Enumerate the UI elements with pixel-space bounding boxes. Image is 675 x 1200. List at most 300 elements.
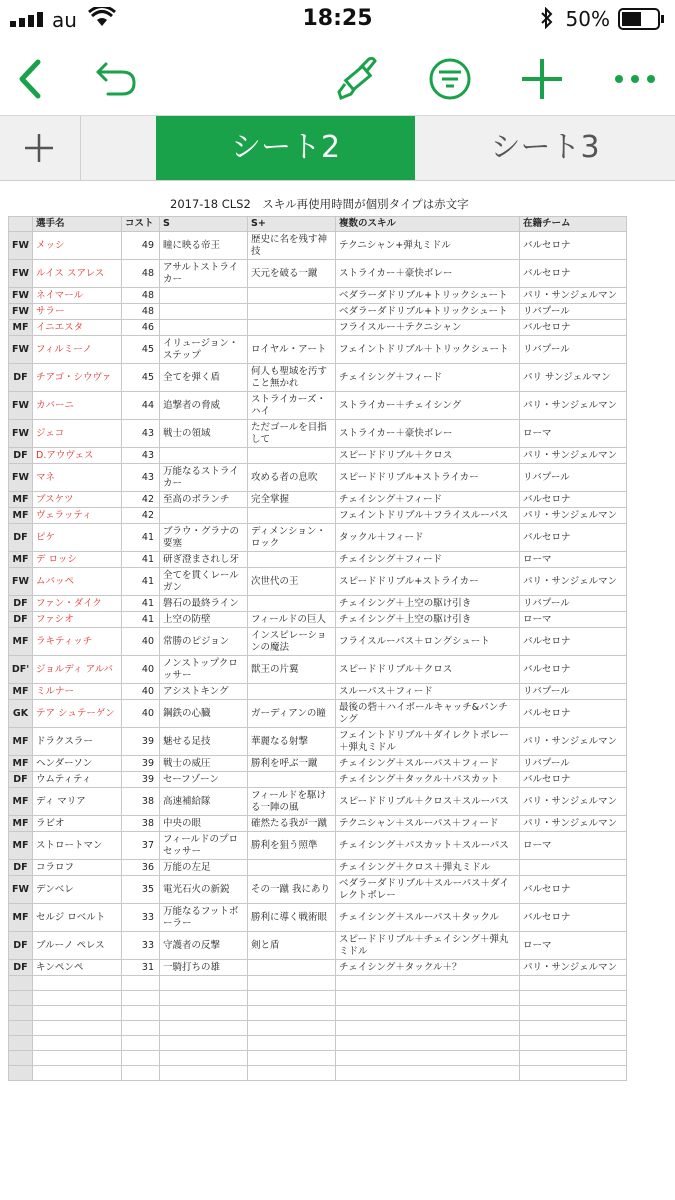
cost-cell[interactable]: 31 [122,960,160,976]
multi-skill-cell[interactable]: チェイシング＋フィード [336,492,520,508]
name-cell[interactable]: ラビオ [33,816,122,832]
position-cell[interactable]: MF [9,756,33,772]
name-cell[interactable]: D.アウヴェス [33,448,122,464]
tab-sheet2[interactable]: シート2 [156,116,415,180]
skill-s-cell[interactable]: 電光石火の新鋭 [160,876,248,904]
team-cell[interactable]: ローマ [520,612,627,628]
empty-cell[interactable] [33,991,122,1006]
multi-skill-cell[interactable]: チェイシング＋クロス＋弾丸ミドル [336,860,520,876]
position-cell[interactable]: FW [9,568,33,596]
position-cell[interactable]: FW [9,336,33,364]
skill-s-cell[interactable]: 磐石の最終ライン [160,596,248,612]
team-cell[interactable]: リバプール [520,596,627,612]
team-cell[interactable]: リバプール [520,464,627,492]
position-cell[interactable]: MF [9,508,33,524]
skill-s-cell[interactable]: アシストキング [160,684,248,700]
multi-skill-cell[interactable]: チェイシング＋スルーパス＋フィード [336,756,520,772]
skill-s-cell[interactable]: 万能の左足 [160,860,248,876]
header-name[interactable]: 選手名 [33,217,122,232]
empty-cell[interactable] [520,1036,627,1051]
team-cell[interactable]: パリ・サンジェルマン [520,728,627,756]
skill-s-plus-cell[interactable] [248,304,336,320]
multi-skill-cell[interactable]: ベダラーダドリブル+トリックシュート [336,304,520,320]
cost-cell[interactable]: 45 [122,336,160,364]
empty-cell[interactable] [248,1006,336,1021]
cost-cell[interactable]: 33 [122,904,160,932]
team-cell[interactable]: パリ・サンジェルマン [520,448,627,464]
cost-cell[interactable]: 43 [122,464,160,492]
skill-s-cell[interactable]: ブラウ・グラナの要塞 [160,524,248,552]
cost-cell[interactable]: 44 [122,392,160,420]
multi-skill-cell[interactable]: ベダラーダドリブル+トリックシュート [336,288,520,304]
skill-s-plus-cell[interactable]: 天元を破る一蹴 [248,260,336,288]
cost-cell[interactable]: 49 [122,232,160,260]
name-cell[interactable]: コラロフ [33,860,122,876]
position-cell[interactable]: DF' [9,656,33,684]
cost-cell[interactable]: 41 [122,552,160,568]
name-cell[interactable]: イニエスタ [33,320,122,336]
tab-sheet3[interactable]: シート3 [490,130,600,165]
battery-percent: 50% [565,7,610,31]
name-cell[interactable]: ピケ [33,524,122,552]
position-cell[interactable]: MF [9,816,33,832]
multi-skill-cell[interactable]: フライスルー＋テクニシャン [336,320,520,336]
empty-cell[interactable] [520,1021,627,1036]
name-cell[interactable]: ディ マリア [33,788,122,816]
skill-s-cell[interactable] [160,288,248,304]
team-cell[interactable]: バルセロナ [520,656,627,684]
skill-s-plus-cell[interactable] [248,684,336,700]
name-cell[interactable]: ジェコ [33,420,122,448]
skill-s-plus-cell[interactable]: ストライカーズ・ハイ [248,392,336,420]
multi-skill-cell[interactable]: スルーパス＋フィード [336,684,520,700]
cost-cell[interactable]: 39 [122,772,160,788]
name-cell[interactable]: サラー [33,304,122,320]
multi-skill-cell[interactable]: テクニシャン＋スルーパス＋フィード [336,816,520,832]
back-chevron-icon[interactable] [8,54,58,104]
skill-s-cell[interactable] [160,448,248,464]
table-row [9,860,627,876]
multi-skill-cell[interactable]: スピードドリブル＋チェイシング＋弾丸ミドル [336,932,520,960]
skill-s-plus-cell[interactable]: 獣王の片翼 [248,656,336,684]
name-cell[interactable]: テア シュテーゲン [33,700,122,728]
skill-s-plus-cell[interactable]: 次世代の王 [248,568,336,596]
skill-s-cell[interactable]: 鋼鉄の心臓 [160,700,248,728]
position-cell[interactable]: DF [9,596,33,612]
name-cell[interactable]: フィルミーノ [33,336,122,364]
team-cell[interactable] [520,860,627,876]
multi-skill-cell[interactable]: チェイシング＋スルーパス＋タックル [336,904,520,932]
empty-cell[interactable] [122,976,160,991]
empty-cell[interactable] [248,991,336,1006]
cost-cell[interactable]: 42 [122,508,160,524]
row-header-cell[interactable] [9,1066,33,1081]
skill-s-plus-cell[interactable]: 確然たる我が一蹴 [248,816,336,832]
name-cell[interactable]: セルジ ロベルト [33,904,122,932]
multi-skill-cell[interactable]: フライスルーパス＋ロングシュート [336,628,520,656]
name-cell[interactable]: メッシ [33,232,122,260]
row-header-cell[interactable] [9,991,33,1006]
multi-skill-cell[interactable]: チェイシング＋タックル＋パスカット [336,772,520,788]
empty-cell[interactable] [520,1006,627,1021]
row-header-cell[interactable] [9,1051,33,1066]
position-cell[interactable]: MF [9,788,33,816]
skill-s-plus-cell[interactable] [248,448,336,464]
empty-cell[interactable] [248,1036,336,1051]
name-cell[interactable]: ムバッペ [33,568,122,596]
team-cell[interactable]: バルセロナ [520,524,627,552]
cost-cell[interactable]: 35 [122,876,160,904]
row-header-cell[interactable] [9,1036,33,1051]
skill-s-plus-cell[interactable]: 華麗なる射撃 [248,728,336,756]
empty-cell[interactable] [520,976,627,991]
position-cell[interactable]: DF [9,960,33,976]
skill-s-plus-cell[interactable]: 攻める者の息吹 [248,464,336,492]
skill-s-cell[interactable]: イリュージョン・ステップ [160,336,248,364]
empty-cell[interactable] [160,976,248,991]
cost-cell[interactable]: 36 [122,860,160,876]
team-cell[interactable]: バルセロナ [520,904,627,932]
position-cell[interactable]: MF [9,832,33,860]
team-cell[interactable]: パリ・サンジェルマン [520,568,627,596]
empty-cell[interactable] [248,976,336,991]
multi-skill-cell[interactable]: スピードドリブル+ストライカー [336,568,520,596]
header-team[interactable]: 在籍チーム [520,217,627,232]
skill-s-cell[interactable]: アサルトストライカー [160,260,248,288]
position-cell[interactable]: MF [9,628,33,656]
position-cell[interactable]: MF [9,492,33,508]
row-header-cell[interactable] [9,1021,33,1036]
empty-cell[interactable] [160,1006,248,1021]
cost-cell[interactable]: 46 [122,320,160,336]
table-row [9,320,627,336]
empty-cell[interactable] [248,1066,336,1081]
empty-cell[interactable] [520,1066,627,1081]
skill-s-cell[interactable]: 魅せる足技 [160,728,248,756]
team-cell[interactable]: バルセロナ [520,232,627,260]
skill-s-cell[interactable]: 全てを貫くレールガン [160,568,248,596]
skill-s-plus-cell[interactable] [248,596,336,612]
skill-s-cell[interactable]: 瞳に映る帝王 [160,232,248,260]
empty-cell[interactable] [336,991,520,1006]
skill-s-plus-cell[interactable] [248,860,336,876]
empty-cell[interactable] [336,1036,520,1051]
skill-s-cell[interactable]: 全てを弾く盾 [160,364,248,392]
team-cell[interactable]: パリ・サンジェルマン [520,816,627,832]
cost-cell[interactable]: 41 [122,596,160,612]
name-cell[interactable]: カバーニ [33,392,122,420]
skill-s-plus-cell[interactable]: ただゴールを目指して [248,420,336,448]
skill-s-cell[interactable]: 常勝のピジョン [160,628,248,656]
multi-skill-cell[interactable]: チェイシング＋フィード [336,552,520,568]
skill-s-cell[interactable]: 戦士の領域 [160,420,248,448]
team-cell[interactable]: バルセロナ [520,772,627,788]
table-row [9,728,627,756]
cost-cell[interactable]: 45 [122,364,160,392]
empty-cell[interactable] [122,1066,160,1081]
skill-s-cell[interactable] [160,320,248,336]
row-header-cell[interactable] [9,976,33,991]
multi-skill-cell[interactable]: タックル＋フィード [336,524,520,552]
multi-skill-cell[interactable]: ストライカー＋豪快ボレー [336,260,520,288]
empty-cell[interactable] [160,991,248,1006]
skill-s-plus-cell[interactable]: 歴史に名を残す神技 [248,232,336,260]
skill-s-plus-cell[interactable] [248,320,336,336]
name-cell[interactable]: ストロートマン [33,832,122,860]
cost-cell[interactable]: 48 [122,288,160,304]
skill-s-plus-cell[interactable]: ロイヤル・アート [248,336,336,364]
multi-skill-cell[interactable]: ストライカー＋チェイシング [336,392,520,420]
team-cell[interactable]: パリ・サンジェルマン [520,508,627,524]
position-cell[interactable]: DF [9,524,33,552]
cost-cell[interactable]: 41 [122,524,160,552]
cost-cell[interactable]: 42 [122,492,160,508]
skill-s-cell[interactable]: 高速補給隊 [160,788,248,816]
cost-cell[interactable]: 37 [122,832,160,860]
header-s-plus[interactable]: S+ [248,217,336,232]
paintbrush-icon[interactable] [333,54,383,104]
position-cell[interactable]: FW [9,288,33,304]
empty-cell[interactable] [122,1036,160,1051]
skill-s-plus-cell[interactable]: 剣と盾 [248,932,336,960]
cost-cell[interactable]: 48 [122,304,160,320]
skill-s-plus-cell[interactable]: インスピレーションの魔法 [248,628,336,656]
skill-s-plus-cell[interactable] [248,960,336,976]
skill-s-plus-cell[interactable]: 勝利を狙う照準 [248,832,336,860]
empty-cell[interactable] [248,1021,336,1036]
cost-cell[interactable]: 48 [122,260,160,288]
empty-cell[interactable] [160,1066,248,1081]
position-cell[interactable]: FW [9,876,33,904]
multi-skill-cell[interactable]: スピードドリブル+ストライカー [336,464,520,492]
skill-s-cell[interactable]: 守護者の反撃 [160,932,248,960]
team-cell[interactable]: バルセロナ [520,320,627,336]
name-cell[interactable]: キンペンペ [33,960,122,976]
team-cell[interactable]: ローマ [520,552,627,568]
multi-skill-cell[interactable]: ストライカー＋豪快ボレー [336,420,520,448]
position-cell[interactable]: DF [9,612,33,628]
skill-s-plus-cell[interactable] [248,288,336,304]
team-cell[interactable]: パリ・サンジェルマン [520,392,627,420]
position-cell[interactable]: DF [9,772,33,788]
name-cell[interactable]: ネイマール [33,288,122,304]
name-cell[interactable]: ファシオ [33,612,122,628]
empty-cell[interactable] [160,1051,248,1066]
skill-s-cell[interactable]: 至高のボランチ [160,492,248,508]
skill-s-plus-cell[interactable] [248,552,336,568]
team-cell[interactable]: バルセロナ [520,260,627,288]
name-cell[interactable]: ブルーノ ペレス [33,932,122,960]
skill-s-plus-cell[interactable]: 勝利に導く戦術眼 [248,904,336,932]
cost-cell[interactable]: 40 [122,684,160,700]
empty-cell[interactable] [336,976,520,991]
team-cell[interactable]: パリ・サンジェルマン [520,788,627,816]
cost-cell[interactable]: 43 [122,420,160,448]
cost-cell[interactable]: 40 [122,700,160,728]
skill-s-cell[interactable]: ノンストップクロッサー [160,656,248,684]
plus-icon[interactable] [517,54,567,104]
team-cell[interactable]: ローマ [520,932,627,960]
cost-cell[interactable]: 41 [122,612,160,628]
position-cell[interactable]: MF [9,904,33,932]
position-cell[interactable]: FW [9,260,33,288]
empty-cell[interactable] [122,1006,160,1021]
name-cell[interactable]: ラキティッチ [33,628,122,656]
cost-cell[interactable]: 33 [122,932,160,960]
skill-s-cell[interactable]: 一騎打ちの雄 [160,960,248,976]
position-cell[interactable]: FW [9,304,33,320]
empty-cell[interactable] [33,1021,122,1036]
team-cell[interactable]: パリ サンジェルマン [520,364,627,392]
empty-cell[interactable] [248,1051,336,1066]
skill-s-plus-cell[interactable]: フィールドの巨人 [248,612,336,628]
empty-cell[interactable] [33,1006,122,1021]
skill-s-cell[interactable]: セーフゾーン [160,772,248,788]
multi-skill-cell[interactable]: チェイシング＋フィード [336,364,520,392]
empty-cell[interactable] [160,1036,248,1051]
skill-s-cell[interactable]: 万能なるフットボーラー [160,904,248,932]
skill-s-cell[interactable]: 万能なるストライカー [160,464,248,492]
empty-cell[interactable] [33,1051,122,1066]
multi-skill-cell[interactable]: チェイシング＋上空の駆け引き [336,596,520,612]
cost-cell[interactable]: 39 [122,728,160,756]
skill-s-cell[interactable]: 戦士の威圧 [160,756,248,772]
position-cell[interactable]: MF [9,320,33,336]
team-cell[interactable]: ローマ [520,420,627,448]
multi-skill-cell[interactable]: テクニシャン+弾丸ミドル [336,232,520,260]
header-s[interactable]: S [160,217,248,232]
multi-skill-cell[interactable]: スピードドリブル＋クロス [336,656,520,684]
name-cell[interactable]: ブスケツ [33,492,122,508]
position-cell[interactable]: DF [9,932,33,960]
empty-cell[interactable] [122,1021,160,1036]
position-cell[interactable]: FW [9,464,33,492]
name-cell[interactable]: ジョルディ アルバ [33,656,122,684]
empty-cell[interactable] [33,1036,122,1051]
empty-cell[interactable] [336,1021,520,1036]
skill-s-plus-cell[interactable] [248,772,336,788]
empty-cell[interactable] [122,1051,160,1066]
team-cell[interactable]: リバプール [520,304,627,320]
name-cell[interactable]: ファン・ダイク [33,596,122,612]
more-icon[interactable] [610,54,660,104]
cost-cell[interactable]: 39 [122,756,160,772]
add-sheet-button[interactable] [0,116,81,180]
cost-cell[interactable]: 41 [122,568,160,596]
multi-skill-cell[interactable]: フェイントドリブル＋フライスルーパス [336,508,520,524]
header-cost[interactable]: コスト [122,217,160,232]
position-cell[interactable]: GK [9,700,33,728]
skill-s-cell[interactable] [160,508,248,524]
name-cell[interactable]: デンベレ [33,876,122,904]
skill-s-plus-cell[interactable]: 何人も聖域を汚すこと無かれ [248,364,336,392]
position-cell[interactable]: DF [9,860,33,876]
name-cell[interactable]: ミルナー [33,684,122,700]
position-cell[interactable]: FW [9,392,33,420]
position-cell[interactable]: MF [9,684,33,700]
cost-cell[interactable]: 40 [122,628,160,656]
team-cell[interactable]: パリ・サンジェルマン [520,288,627,304]
skill-s-cell[interactable]: 中央の眼 [160,816,248,832]
empty-cell[interactable] [122,991,160,1006]
position-cell[interactable]: MF [9,728,33,756]
empty-cell[interactable] [33,976,122,991]
multi-skill-cell[interactable]: チェイシング＋パスカット＋スルーパス [336,832,520,860]
skill-s-cell[interactable]: 研ぎ澄まされし牙 [160,552,248,568]
empty-cell[interactable] [160,1021,248,1036]
skill-s-plus-cell[interactable] [248,508,336,524]
skill-s-plus-cell[interactable]: 完全掌握 [248,492,336,508]
position-cell[interactable]: FW [9,232,33,260]
cost-cell[interactable]: 38 [122,788,160,816]
empty-cell[interactable] [33,1066,122,1081]
skill-s-plus-cell[interactable]: その一蹴 我にあり [248,876,336,904]
name-cell[interactable]: マネ [33,464,122,492]
team-cell[interactable]: リバプール [520,684,627,700]
skill-s-plus-cell[interactable]: ガーディアンの瞳 [248,700,336,728]
team-cell[interactable]: バルセロナ [520,492,627,508]
name-cell[interactable]: ルイス スアレス [33,260,122,288]
header-multi-skill[interactable]: 複数のスキル [336,217,520,232]
multi-skill-cell[interactable]: チェイシング＋上空の駆け引き [336,612,520,628]
empty-cell[interactable] [336,1066,520,1081]
name-cell[interactable]: ヴェラッティ [33,508,122,524]
cost-cell[interactable]: 38 [122,816,160,832]
skill-s-cell[interactable] [160,304,248,320]
filter-icon[interactable] [425,54,475,104]
multi-skill-cell[interactable]: チェイシング＋タックル＋？ [336,960,520,976]
multi-skill-cell[interactable]: フェイントドリブル＋トリックシュート [336,336,520,364]
multi-skill-cell[interactable]: スピードドリブル＋クロス [336,448,520,464]
position-cell[interactable]: MF [9,552,33,568]
team-cell[interactable]: リバプール [520,756,627,772]
team-cell[interactable]: リバプール [520,336,627,364]
team-cell[interactable]: バルセロナ [520,876,627,904]
skill-s-cell[interactable]: 追撃者の脅威 [160,392,248,420]
multi-skill-cell[interactable]: フェイントドリブル＋ダイレクトボレー＋弾丸ミドル [336,728,520,756]
skill-s-plus-cell[interactable]: 勝利を呼ぶ一蹴 [248,756,336,772]
skill-s-plus-cell[interactable]: フィールドを駆ける一陣の風 [248,788,336,816]
position-cell[interactable]: DF [9,448,33,464]
cost-cell[interactable]: 40 [122,656,160,684]
name-cell[interactable]: デ ロッシ [33,552,122,568]
name-cell[interactable]: ドラクスラー [33,728,122,756]
header-corner[interactable] [9,217,33,232]
empty-cell[interactable] [520,991,627,1006]
multi-skill-cell[interactable]: ベダラーダドリブル＋スルーパス＋ダイレクトボレー [336,876,520,904]
empty-cell[interactable] [336,1006,520,1021]
name-cell[interactable]: チアゴ・シウヴァ [33,364,122,392]
undo-icon[interactable] [92,54,142,104]
team-cell[interactable]: バルセロナ [520,628,627,656]
skill-s-cell[interactable]: 上空の防壁 [160,612,248,628]
cost-cell[interactable]: 43 [122,448,160,464]
empty-cell[interactable] [520,1051,627,1066]
team-cell[interactable]: バルセロナ [520,700,627,728]
name-cell[interactable]: ウムティティ [33,772,122,788]
skill-s-cell[interactable]: フィールドのプロセッサー [160,832,248,860]
team-cell[interactable]: ローマ [520,832,627,860]
row-header-cell[interactable] [9,1006,33,1021]
position-cell[interactable]: DF [9,364,33,392]
position-cell[interactable]: FW [9,420,33,448]
team-cell[interactable]: パリ・サンジェルマン [520,960,627,976]
multi-skill-cell[interactable]: 最後の砦＋ハイボールキャッチ&パンチング [336,700,520,728]
multi-skill-cell[interactable]: スピードドリブル＋クロス＋スルーパス [336,788,520,816]
empty-cell[interactable] [336,1051,520,1066]
skill-s-plus-cell[interactable]: ディメンション・ロック [248,524,336,552]
name-cell[interactable]: ヘンダーソン [33,756,122,772]
